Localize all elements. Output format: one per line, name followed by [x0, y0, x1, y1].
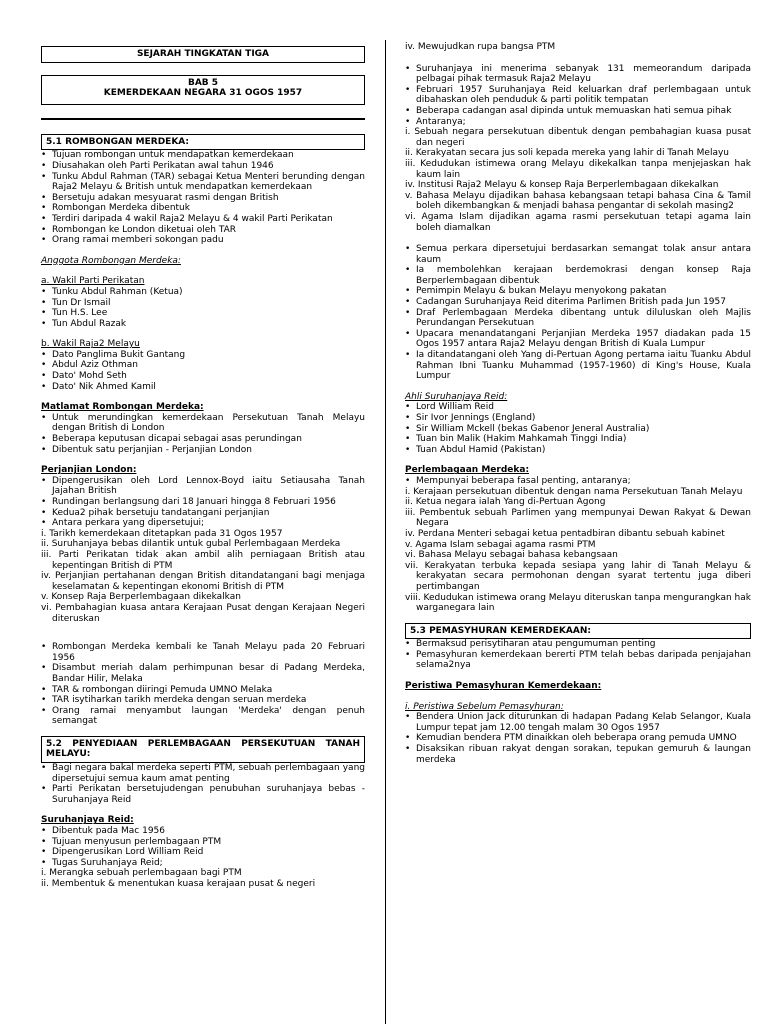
- list-item: • Draf Perlembagaan Merdeka dibentang untuk diluluskan oleh Majlis Perundangan Persekutuan: [405, 308, 751, 329]
- list-item: • Dipengerusikan Lord William Reid: [41, 847, 365, 858]
- list-item: • Dato' Mohd Seth: [41, 371, 365, 382]
- list-item: • Abdul Aziz Othman: [41, 360, 365, 371]
- chapter-title: KEMERDEKAAN NEGARA 31 OGOS 1957: [103, 88, 303, 99]
- reid-members-heading: Ahli Suruhanjaya Reid:: [405, 391, 508, 402]
- london-agreement-heading: Perjanjian London:: [41, 465, 137, 476]
- section-5-1-list: [41, 150, 365, 245]
- chapter-box: [41, 75, 365, 105]
- list-item: • Bersetuju adakan mesyuarat rasmi dengan British: [41, 193, 365, 204]
- list-item: • TAR isytiharkan tarikh merdeka dengan seruan merdeka: [41, 695, 365, 706]
- numbered-item: iii. Pembentuk sebuah Parlimen yang mempunyai Dewan Rakyat & Dewan Negara: [405, 507, 751, 529]
- list-item: • Dibentuk satu perjanjian - Perjanjian London: [41, 445, 365, 456]
- list-item: • Antaranya;: [405, 117, 751, 128]
- divider: [41, 118, 365, 120]
- objectives-heading: Matlamat Rombongan Merdeka:: [41, 402, 204, 413]
- list-item: • Sir William Mckell (bekas Gabenor Jeneral Australia): [405, 424, 751, 435]
- list-item: • Semua perkara dipersetujui berdasarkan semangat tolak ansur antara kaum: [405, 244, 751, 265]
- list-item: • Dipengerusikan oleh Lord Lennox-Boyd iaitu Setiausaha Tanah Jajahan British: [41, 476, 365, 497]
- party-reps-list: [41, 287, 365, 329]
- section-5-1-heading: 5.1 ROMBONGAN MERDEKA:: [41, 134, 365, 151]
- list-item: • Antara perkara yang dipersetujui;: [41, 518, 365, 529]
- list-item: • Disaksikan ribuan rakyat dengan sorakan, tepukan gemuruh & laungan merdeka: [405, 744, 751, 765]
- list-item: • Tun Abdul Razak: [41, 319, 365, 330]
- pre-proclamation-heading: i. Peristiwa Sebelum Pemasyhuran:: [405, 701, 564, 712]
- list-item: • Tugas Suruhanjaya Reid;: [41, 858, 365, 869]
- list-item: • Tunku Abdul Rahman (TAR) sebagai Ketua Menteri berunding dengan Raja2 Melayu & British untuk mendapatkan kemerdekaan: [41, 172, 365, 193]
- numbered-item: ii. Ketua negara ialah Yang di-Pertuan Agong: [405, 497, 606, 508]
- ruler-reps-list: [41, 350, 365, 392]
- proclamation-events-heading: Peristiwa Pemasyhuran Kemerdekaan:: [405, 681, 602, 692]
- list-item: • Beberapa keputusan dicapai sebagai asas perundingan: [41, 434, 365, 445]
- numbered-item: vi. Pembahagian kuasa antara Kerajaan Pusat dengan Kerajaan Negeri diteruskan: [41, 602, 365, 624]
- list-item: • Cadangan Suruhanjaya Reid diterima Parlimen British pada Jun 1957: [405, 297, 751, 308]
- numbered-item: iii. Parti Perikatan tidak akan ambil alih perniagaan British atau kepentingan British di PTM: [41, 549, 365, 571]
- list-item: • Beberapa cadangan asal dipinda untuk memuaskan hati semua pihak: [405, 106, 751, 117]
- london-agreement-list: [41, 476, 365, 529]
- numbered-item: v. Bahasa Melayu dijadikan bahasa kebangsaan tetapi bahasa Cina & Tamil boleh dikembangkan & menjadi bahasa pengantar di sekolah masing2: [405, 190, 751, 212]
- list-item: • Kemudian bendera PTM dinaikkan oleh beberapa orang pemuda UMNO: [405, 733, 751, 744]
- list-item: • Dato Panglima Bukit Gantang: [41, 350, 365, 361]
- numbered-item: i. Tarikh kemerdekaan ditetapkan pada 31 Ogos 1957: [41, 528, 283, 539]
- list-item: • Tuan bin Malik (Hakim Mahkamah Tinggi India): [405, 434, 751, 445]
- document-title: SEJARAH TINGKATAN TIGA: [41, 46, 365, 63]
- numbered-item: vi. Agama Islam dijadikan agama rasmi persekutuan tetapi agama lain boleh diamalkan: [405, 211, 751, 233]
- objectives-list: [41, 413, 365, 455]
- party-reps-heading: a. Wakil Parti Perikatan: [41, 276, 145, 287]
- numbered-item: v. Agama Islam sebagai agama rasmi PTM: [405, 539, 596, 550]
- list-item: • Februari 1957 Suruhanjaya Reid keluarkan draf perlembagaan untuk dibahaskan oleh penduduk & parti politik tempatan: [405, 85, 751, 106]
- chapter-number: BAB 5: [187, 77, 219, 88]
- list-item: • Orang ramai memberi sokongan padu: [41, 235, 365, 246]
- list-item: • Dibentuk pada Mac 1956: [41, 826, 365, 837]
- numbered-item: vii. Kerakyatan terbuka kepada sesiapa yang lahir di Tanah Melayu & kerakyatan secara permohonan dengan syarat tertentu juga diberi pertimbangan: [405, 560, 751, 592]
- list-item: • Bendera Union Jack diturunkan di hadapan Padang Kelab Selangor, Kuala Lumpur tepat jam 12.00 tengah malam 30 Ogos 1957: [405, 712, 751, 733]
- agreement-list: [405, 244, 751, 382]
- list-item: • Dato' Nik Ahmed Kamil: [41, 382, 365, 393]
- section-5-2-heading: 5.2 PENYEDIAAN PERLEMBAGAAN PERSEKUTUAN TANAH MELAYU:: [41, 736, 365, 763]
- list-item: • TAR & rombongan diiringi Pemuda UMNO Melaka: [41, 685, 365, 696]
- members-heading: Anggota Rombongan Merdeka:: [41, 255, 181, 266]
- list-item: • Lord William Reid: [405, 402, 751, 413]
- list-item: • Tun H.S. Lee: [41, 308, 365, 319]
- constitution-list: [405, 476, 751, 487]
- section-5-3-heading: 5.3 PEMASYHURAN KEMERDEKAAN:: [405, 623, 751, 640]
- list-item: • Disambut meriah dalam perhimpunan besar di Padang Merdeka, Bandar Hilir, Melaka: [41, 663, 365, 684]
- numbered-item: i. Sebuah negara persekutuan dibentuk dengan pembahagian kuasa pusat dan negeri: [405, 127, 751, 148]
- numbered-item: iv. Perdana Menteri sebagai ketua pentadbiran dibantu sebuah kabinet: [405, 528, 725, 539]
- list-item: • Pemasyhuran kemerdekaan bererti PTM telah bebas daripada penjajahan selama2nya: [405, 650, 751, 671]
- constitution-heading: Perlembagaan Merdeka:: [405, 465, 530, 476]
- list-item: • Rombongan Merdeka kembali ke Tanah Melayu pada 20 Februari 1956: [41, 642, 365, 663]
- list-item: • Suruhanjaya ini menerima sebanyak 131 memeorandum daripada pelbagai pihak termasuk Raja2 Melayu: [405, 64, 751, 85]
- list-item: • Tunku Abdul Rahman (Ketua): [41, 287, 365, 298]
- list-item: • Mempunyai beberapa fasal penting, antaranya;: [405, 476, 751, 487]
- section-5-3-list: [405, 639, 751, 671]
- list-item: • Tujuan rombongan untuk mendapatkan kemerdekaan: [41, 150, 365, 161]
- numbered-item: v. Konsep Raja Berperlembagaan dikekalkan: [41, 592, 241, 603]
- numbered-item: iv. Institusi Raja2 Melayu & konsep Raja Berperlembagaan dikekalkan: [405, 180, 719, 191]
- list-item: • Untuk merundingkan kemerdekaan Persekutuan Tanah Melayu dengan British di London: [41, 413, 365, 434]
- memorandum-list: [405, 64, 751, 128]
- section-5-2-list: [41, 763, 365, 805]
- left-column: [41, 42, 365, 890]
- numbered-item: iv. Mewujudkan rupa bangsa PTM: [405, 42, 556, 52]
- list-item: • Ia ditandatangani oleh Yang di-Pertuan Agong pertama iaitu Tuanku Abdul Rahman Ibni Tuanku Muhammad (1957-1960) di King's House, Kuala Lumpur: [405, 350, 751, 382]
- list-item: • Ia membolehkan kerajaan berdemokrasi dengan konsep Raja Berperlembagaan dibentuk: [405, 265, 751, 286]
- right-column: [405, 42, 751, 765]
- list-item: • Parti Perikatan bersetujudengan penubuhan suruhanjaya bebas - Suruhanjaya Reid: [41, 784, 365, 805]
- list-item: • Tujuan menyusun perlembagaan PTM: [41, 837, 365, 848]
- numbered-item: viii. Kedudukan istimewa orang Melayu diteruskan tanpa mengurangkan hak warganegara lain: [405, 592, 751, 614]
- list-item: • Orang ramai menyambut laungan 'Merdeka' dengan penuh semangat: [41, 706, 365, 727]
- list-item: • Terdiri daripada 4 wakil Raja2 Melayu & 4 wakil Parti Perikatan: [41, 214, 365, 225]
- list-item: • Pemimpin Melayu & bukan Melayu menyokong pakatan: [405, 286, 751, 297]
- list-item: • Diusahakan oleh Parti Perikatan awal tahun 1946: [41, 161, 365, 172]
- pre-proclamation-list: [405, 712, 751, 765]
- numbered-item: iv. Perjanjian pertahanan dengan British ditandatangani bagi menjaga keselamatan & kepentingan ekonomi British di PTM: [41, 571, 365, 592]
- numbered-item: i. Kerajaan persekutuan dibentuk dengan nama Persekutuan Tanah Melayu: [405, 486, 743, 497]
- list-item: • Rombongan ke London diketuai oleh TAR: [41, 225, 365, 236]
- list-item: • Tuan Abdul Hamid (Pakistan): [405, 445, 751, 456]
- column-divider: [385, 40, 386, 1024]
- numbered-item: ii. Membentuk & menentukan kuasa kerajaan pusat & negeri: [41, 879, 316, 889]
- ruler-reps-heading: b. Wakil Raja2 Melayu: [41, 339, 140, 350]
- reid-commission-list: [41, 826, 365, 868]
- list-item: • Sir Ivor Jennings (England): [405, 413, 751, 424]
- list-item: • Kedua2 pihak bersetuju tandatangani perjanjian: [41, 508, 365, 519]
- list-item: • Tun Dr Ismail: [41, 298, 365, 309]
- numbered-item: i. Merangka sebuah perlembagaan bagi PTM: [41, 868, 242, 879]
- list-item: • Bagi negara bakal merdeka seperti PTM, sebuah perlembagaan yang dipersetujui semua kaum amat penting: [41, 763, 365, 784]
- reid-members-list: [405, 402, 751, 455]
- list-item: • Rombongan Merdeka dibentuk: [41, 203, 365, 214]
- numbered-item: iii. Kedudukan istimewa orang Melayu dikekalkan tanpa menjejaskan hak kaum lain: [405, 158, 751, 180]
- numbered-item: ii. Kerakyatan secara jus soli kepada mereka yang lahir di Tanah Melayu: [405, 148, 729, 159]
- list-item: • Rundingan berlangsung dari 18 Januari hingga 8 Februari 1956: [41, 497, 365, 508]
- list-item: • Upacara menandatangani Perjanjian Merdeka 1957 diadakan pada 15 Ogos 1957 antara Raja2 Melayu dengan British di Kuala Lumpur: [405, 329, 751, 350]
- numbered-item: vi. Bahasa Melayu sebagai bahasa kebangsaan: [405, 550, 618, 561]
- list-item: • Bermaksud perisytiharan atau pengumuman penting: [405, 639, 751, 650]
- reid-commission-heading: Suruhanjaya Reid:: [41, 815, 134, 826]
- return-list: [41, 642, 365, 727]
- numbered-item: ii. Suruhanjaya bebas dilantik untuk gubal Perlembagaan Merdeka: [41, 539, 341, 550]
